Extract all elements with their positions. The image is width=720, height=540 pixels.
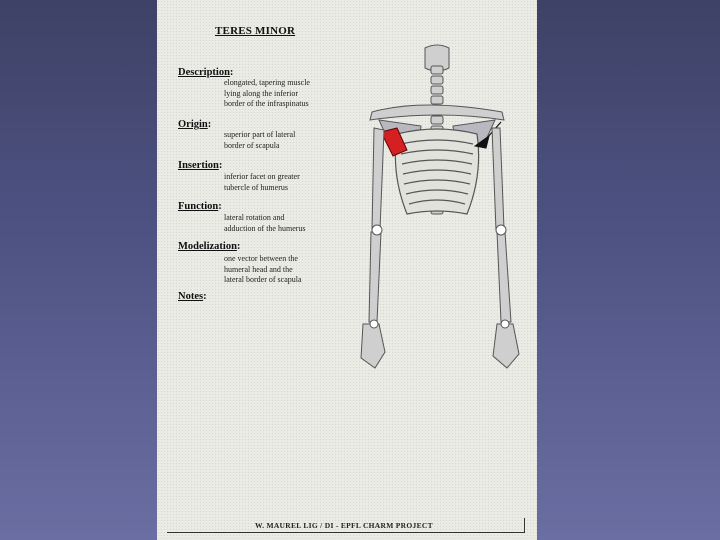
left-humerus xyxy=(372,128,384,230)
origin-text: superior part of lateral border of scapula xyxy=(224,130,296,150)
skeleton-illustration xyxy=(157,0,537,540)
modelization-text: one vector between the humeral head and the lateral border of scapula xyxy=(224,254,302,284)
page-footer: W. MAUREL LIG / DI - EPFL CHARM PROJECT xyxy=(255,521,433,530)
insertion-text: inferior facet on greater tubercle of humerus xyxy=(224,172,300,192)
page-title: TERES MINOR xyxy=(215,25,296,37)
description-heading: Description: xyxy=(178,67,234,78)
frame-right-edge xyxy=(524,518,525,533)
document-page xyxy=(157,0,537,540)
modelization-heading: Modelization: xyxy=(178,241,241,252)
left-forearm xyxy=(369,232,381,322)
ribcage xyxy=(395,129,478,214)
insertion-heading: Insertion: xyxy=(178,160,223,171)
frame-bottom-edge xyxy=(167,532,525,533)
right-hand xyxy=(493,324,519,368)
notes-heading: Notes: xyxy=(178,291,207,302)
left-hand xyxy=(361,324,385,368)
right-humerus xyxy=(492,128,504,230)
function-text: lateral rotation and adduction of the humerus xyxy=(224,213,306,233)
right-forearm xyxy=(497,232,511,322)
function-heading: Function: xyxy=(178,201,222,212)
origin-heading: Origin: xyxy=(178,119,212,130)
description-text: elongated, tapering muscle lying along the inferior border of the infraspinatus xyxy=(224,78,310,108)
